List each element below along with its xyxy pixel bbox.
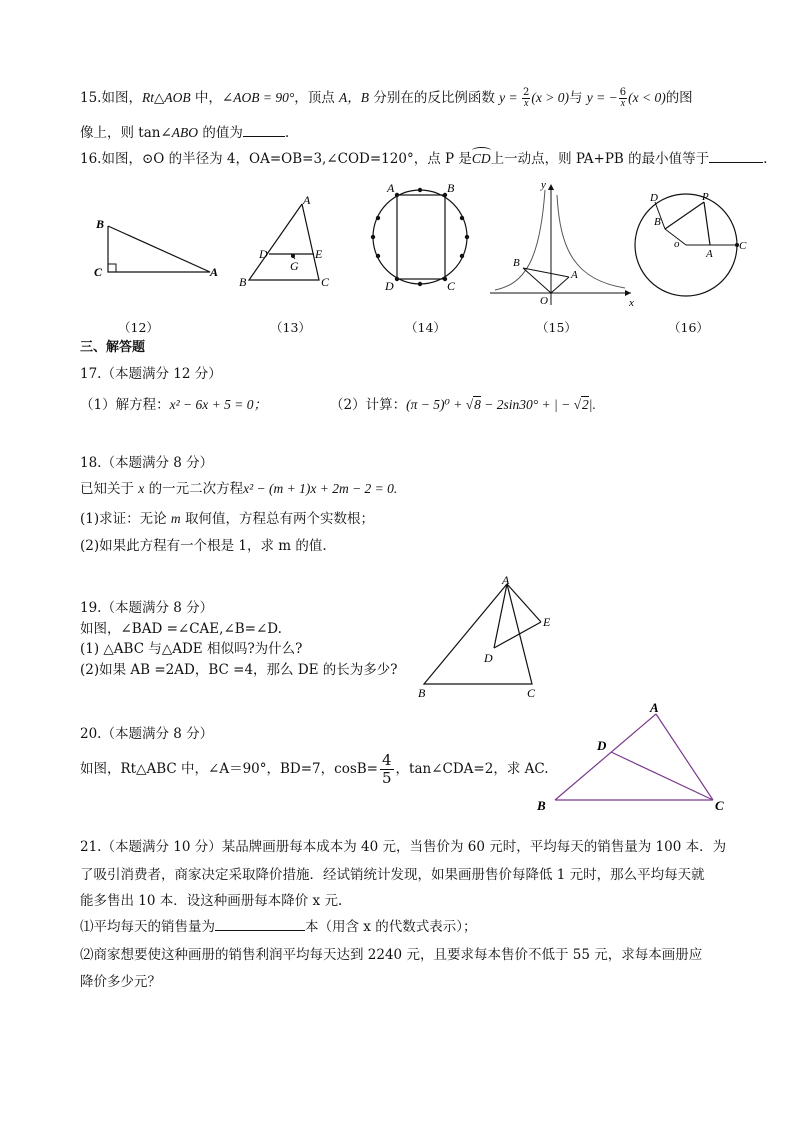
q19-part2: (2)如果 AB =2AD，BC =4，那么 DE 的长为多少?	[80, 662, 398, 678]
f19-label-b: B	[418, 686, 426, 700]
f16-label-d: D	[650, 192, 658, 204]
caption-14: （14）	[405, 320, 446, 335]
q21-head: 21.（本题满分 10 分）某品牌画册每本成本为 40 元，当售价为 60 元时，平均每天的销售量为 100 本．为	[80, 839, 727, 855]
section-3-heading: 三、解答题	[80, 340, 146, 355]
f12-label-c: C	[94, 265, 103, 279]
q18-part2: (2)如果此方程有一个根是 1，求 m 的值.	[80, 538, 327, 554]
f15-label-a: A	[571, 269, 578, 281]
f13-label-e: E	[315, 247, 323, 261]
f16-label-b: B	[654, 216, 661, 228]
f12-label-b: B	[96, 217, 105, 231]
figure-19	[410, 572, 560, 702]
q18-part1: (1)求证：无论 m 取何值，方程总有两个实数根；	[80, 511, 374, 527]
q19-part1: (1) △ABC 与△ADE 相似吗?为什么?	[80, 641, 303, 657]
f15-label-b: B	[513, 257, 520, 269]
figure-12	[90, 210, 230, 300]
q19-stem: 如图，∠BAD =∠CAE,∠B=∠D.	[80, 621, 282, 637]
q16-answer-blank[interactable]	[709, 150, 763, 163]
q21-line3: 能多售出 10 本．设这种画册每本降价 x 元.	[80, 893, 343, 909]
q15-answer-blank[interactable]	[243, 124, 285, 137]
f12-label-a: A	[210, 265, 219, 279]
f20-label-d: D	[597, 738, 607, 753]
q17-part1: （1）解方程：x² − 6x + 5 = 0；	[80, 397, 267, 413]
f16-label-a: A	[706, 248, 713, 260]
f19-label-a: A	[502, 573, 510, 587]
q15-line2: 像上，则 tan∠ABO 的值为 .	[80, 125, 290, 141]
q21-part1: ⑴平均每天的销售量为 本（用含 x 的代数式表示）；	[80, 919, 477, 935]
f20-label-b: B	[537, 798, 546, 813]
q21-part2-line1: ⑵商家想要使这种画册的销售利润平均每天达到 2240 元，且要求每本售价不低于 55 元，求每本画册应	[80, 947, 703, 963]
q21-answer-blank[interactable]	[215, 918, 305, 931]
f14-label-d: D	[385, 279, 394, 293]
caption-12: （12）	[118, 320, 159, 335]
f13-label-g: G	[290, 259, 299, 273]
figure-14	[365, 180, 475, 300]
q19-head: 19.（本题满分 8 分）	[80, 600, 214, 616]
q20-head: 20.（本题满分 8 分）	[80, 726, 214, 742]
q20-stem: 如图，Rt△ABC 中，∠A＝90°，BD=7，cosB= $\frac{4}{5}$ ，tan∠CDA=2，求 AC.	[80, 751, 549, 787]
f13-label-d: D	[259, 247, 268, 261]
f16-label-c: C	[739, 240, 747, 252]
f16-label-o: o	[674, 238, 680, 250]
f15-label-o: O	[540, 295, 548, 307]
f13-label-b: B	[239, 275, 247, 289]
q15-line1: 15.如图，Rt△AOB 中，∠AOB = 90°，顶点 A，B 分别在的反比例函数 y = $\frac{2}{x}$ (x > 0)与 y = − $\frac{6}{x}$ (x < 0)的图	[80, 87, 693, 109]
q17-head: 17.（本题满分 12 分）	[80, 366, 222, 382]
f15-label-y: y	[541, 179, 546, 191]
arc-cd: CD	[472, 151, 491, 166]
figure-15	[485, 180, 645, 310]
f19-label-c: C	[527, 686, 536, 700]
figure-13	[235, 190, 355, 300]
f15-label-x: x	[629, 297, 634, 309]
f14-label-c: C	[447, 279, 456, 293]
f20-label-c: C	[715, 798, 724, 813]
figure-20	[535, 700, 735, 820]
f14-label-b: B	[447, 181, 455, 195]
f14-label-a: A	[387, 181, 395, 195]
q17-part2: （2）计算：(π − 5)⁰ + √8 − 2sin30° + | − √2|.	[330, 397, 596, 413]
caption-15: （15）	[536, 320, 577, 335]
f16-label-p: P	[702, 191, 709, 203]
caption-13: （13）	[270, 320, 311, 335]
caption-16: （16）	[668, 320, 709, 335]
q18-stem: 已知关于 x 的一元二次方程x² − (m + 1)x + 2m − 2 = 0.	[80, 481, 398, 497]
f19-label-d: D	[484, 651, 493, 665]
q21-line2: 了吸引消费者，商家决定采取降价措施．经试销统计发现，如果画册售价每降低 1 元时，那么平均每天就	[80, 867, 705, 883]
f13-label-a: A	[303, 193, 311, 207]
q16-line: 16.如图，⊙O 的半径为 4，OA=OB=3,∠COD=120°，点 P 是 CD上一动点，则 PA+PB 的最小值等于 .	[80, 150, 767, 168]
q18-head: 18.（本题满分 8 分）	[80, 455, 214, 471]
q21-part2-line2: 降价多少元？	[80, 974, 161, 990]
f13-label-c: C	[321, 275, 330, 289]
f19-label-e: E	[543, 615, 551, 629]
f20-label-a: A	[650, 700, 659, 715]
figure-16	[628, 185, 748, 305]
